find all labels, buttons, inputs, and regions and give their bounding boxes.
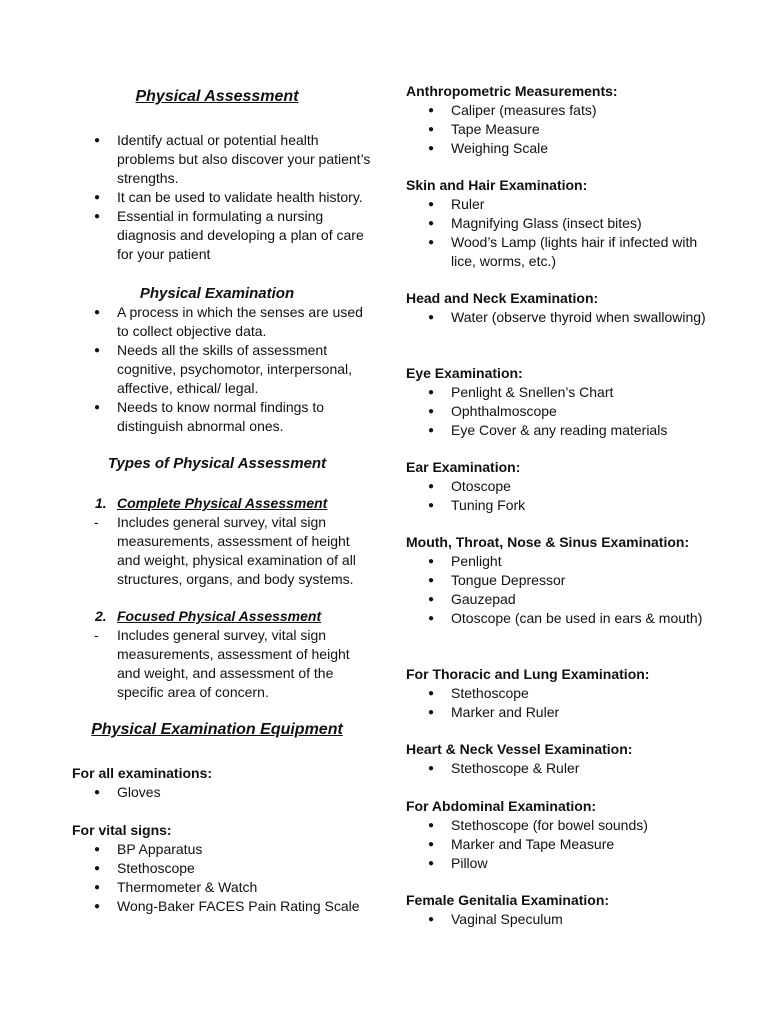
- all-exams-section: [72, 764, 372, 802]
- list-item: ● It can be used to validate health history.: [72, 188, 372, 207]
- list-item: ● Marker and Tape Measure: [406, 835, 706, 854]
- section-label: Anthropometric Measurements:: [406, 83, 618, 99]
- section-label: Female Genitalia Examination:: [406, 892, 610, 908]
- physical-examination-list: [72, 303, 372, 436]
- list-item: ● Stethoscope (for bowel sounds): [406, 816, 706, 835]
- type-title: Focused Physical Assessment: [117, 608, 322, 624]
- list-item: ● Ruler: [406, 195, 706, 214]
- section-label: Eye Examination:: [406, 365, 523, 381]
- list-item: ● Marker and Ruler: [406, 703, 706, 722]
- vital-signs-label: For vital signs:: [72, 822, 172, 838]
- type-complete: [72, 494, 372, 589]
- head-neck-section: [406, 289, 706, 327]
- list-item: ● Vaginal Speculum: [406, 910, 706, 929]
- eye-section: [406, 364, 706, 440]
- list-item: ● Magnifying Glass (insect bites): [406, 214, 706, 233]
- thoracic-lung-section: [406, 665, 706, 722]
- list-item: ● Caliper (measures fats): [406, 101, 706, 120]
- list-item: ● Pillow: [406, 854, 706, 873]
- type-title: Complete Physical Assessment: [117, 495, 328, 511]
- list-item: ● Essential in formulating a nursing diagnosis and developing a plan of care for your patient: [72, 207, 372, 264]
- section-label: For Thoracic and Lung Examination:: [406, 666, 650, 682]
- list-item: ● Otoscope: [406, 477, 706, 496]
- section-label: Mouth, Throat, Nose & Sinus Examination:: [406, 534, 690, 550]
- list-item: ● Gloves: [72, 783, 372, 802]
- list-item: ● Penlight & Snellen’s Chart: [406, 383, 706, 402]
- list-item: ● Needs all the skills of assessment cognitive, psychomotor, interpersonal, affective, ethical/ legal.: [72, 341, 372, 398]
- list-item: ● Tape Measure: [406, 120, 706, 139]
- dash-marker: -: [94, 627, 99, 643]
- physical-assessment-title: Physical Assessment: [135, 88, 299, 105]
- list-item: ● Water (observe thyroid when swallowing): [406, 308, 706, 327]
- type-description: Includes general survey, vital sign measurements, assessment of height and weight, and assessment of the specific area of concern.: [117, 627, 350, 700]
- type-description: Includes general survey, vital sign measurements, assessment of height and weight, physical examination of all structures, organs, and body systems.: [117, 514, 356, 587]
- section-label: Ear Examination:: [406, 459, 521, 475]
- list-item: ● Otoscope (can be used in ears & mouth): [406, 609, 706, 628]
- physical-assessment-list: [72, 131, 372, 264]
- section-label: Skin and Hair Examination:: [406, 177, 588, 193]
- type-number: 1.: [95, 495, 107, 511]
- type-focused: [72, 607, 372, 702]
- skin-hair-section: [406, 176, 706, 271]
- list-item: ● Penlight: [406, 552, 706, 571]
- equipment-title: Physical Examination Equipment: [91, 721, 343, 738]
- female-genitalia-section: [406, 891, 706, 929]
- list-item: ● Gauzepad: [406, 590, 706, 609]
- list-item: ● BP Apparatus: [72, 840, 372, 859]
- list-item: ● Weighing Scale: [406, 139, 706, 158]
- list-item: ● Thermometer & Watch: [72, 878, 372, 897]
- dash-marker: -: [94, 514, 99, 530]
- list-item: ● Eye Cover & any reading materials: [406, 421, 706, 440]
- list-item: ● Ophthalmoscope: [406, 402, 706, 421]
- list-item: ● Needs to know normal findings to distinguish abnormal ones.: [72, 398, 372, 436]
- type-number: 2.: [95, 608, 107, 624]
- list-item: ● Wood’s Lamp (lights hair if infected with lice, worms, etc.): [406, 233, 706, 271]
- physical-examination-title: Physical Examination: [139, 285, 295, 302]
- vital-signs-section: [72, 821, 372, 916]
- list-item: ● Tuning Fork: [406, 496, 706, 515]
- list-item: ● Wong-Baker FACES Pain Rating Scale: [72, 897, 372, 916]
- mouth-throat-section: [406, 533, 706, 628]
- section-label: Heart & Neck Vessel Examination:: [406, 741, 633, 757]
- all-exams-label: For all examinations:: [72, 765, 213, 781]
- heart-neck-vessel-section: [406, 740, 706, 778]
- anthropometric-section: [406, 82, 706, 158]
- list-item: ● Identify actual or potential health problems but also discover your patient’s strengths.: [72, 131, 372, 188]
- list-item: ● Stethoscope & Ruler: [406, 759, 706, 778]
- ear-section: [406, 458, 706, 515]
- list-item: ● Stethoscope: [72, 859, 372, 878]
- list-item: ● A process in which the senses are used to collect objective data.: [72, 303, 372, 341]
- list-item: ● Stethoscope: [406, 684, 706, 703]
- abdominal-section: [406, 797, 706, 873]
- section-label: For Abdominal Examination:: [406, 798, 597, 814]
- section-label: Head and Neck Examination:: [406, 290, 599, 306]
- physical-assessment-section: [72, 87, 372, 107]
- types-title: Types of Physical Assessment: [107, 455, 327, 472]
- list-item: ● Tongue Depressor: [406, 571, 706, 590]
